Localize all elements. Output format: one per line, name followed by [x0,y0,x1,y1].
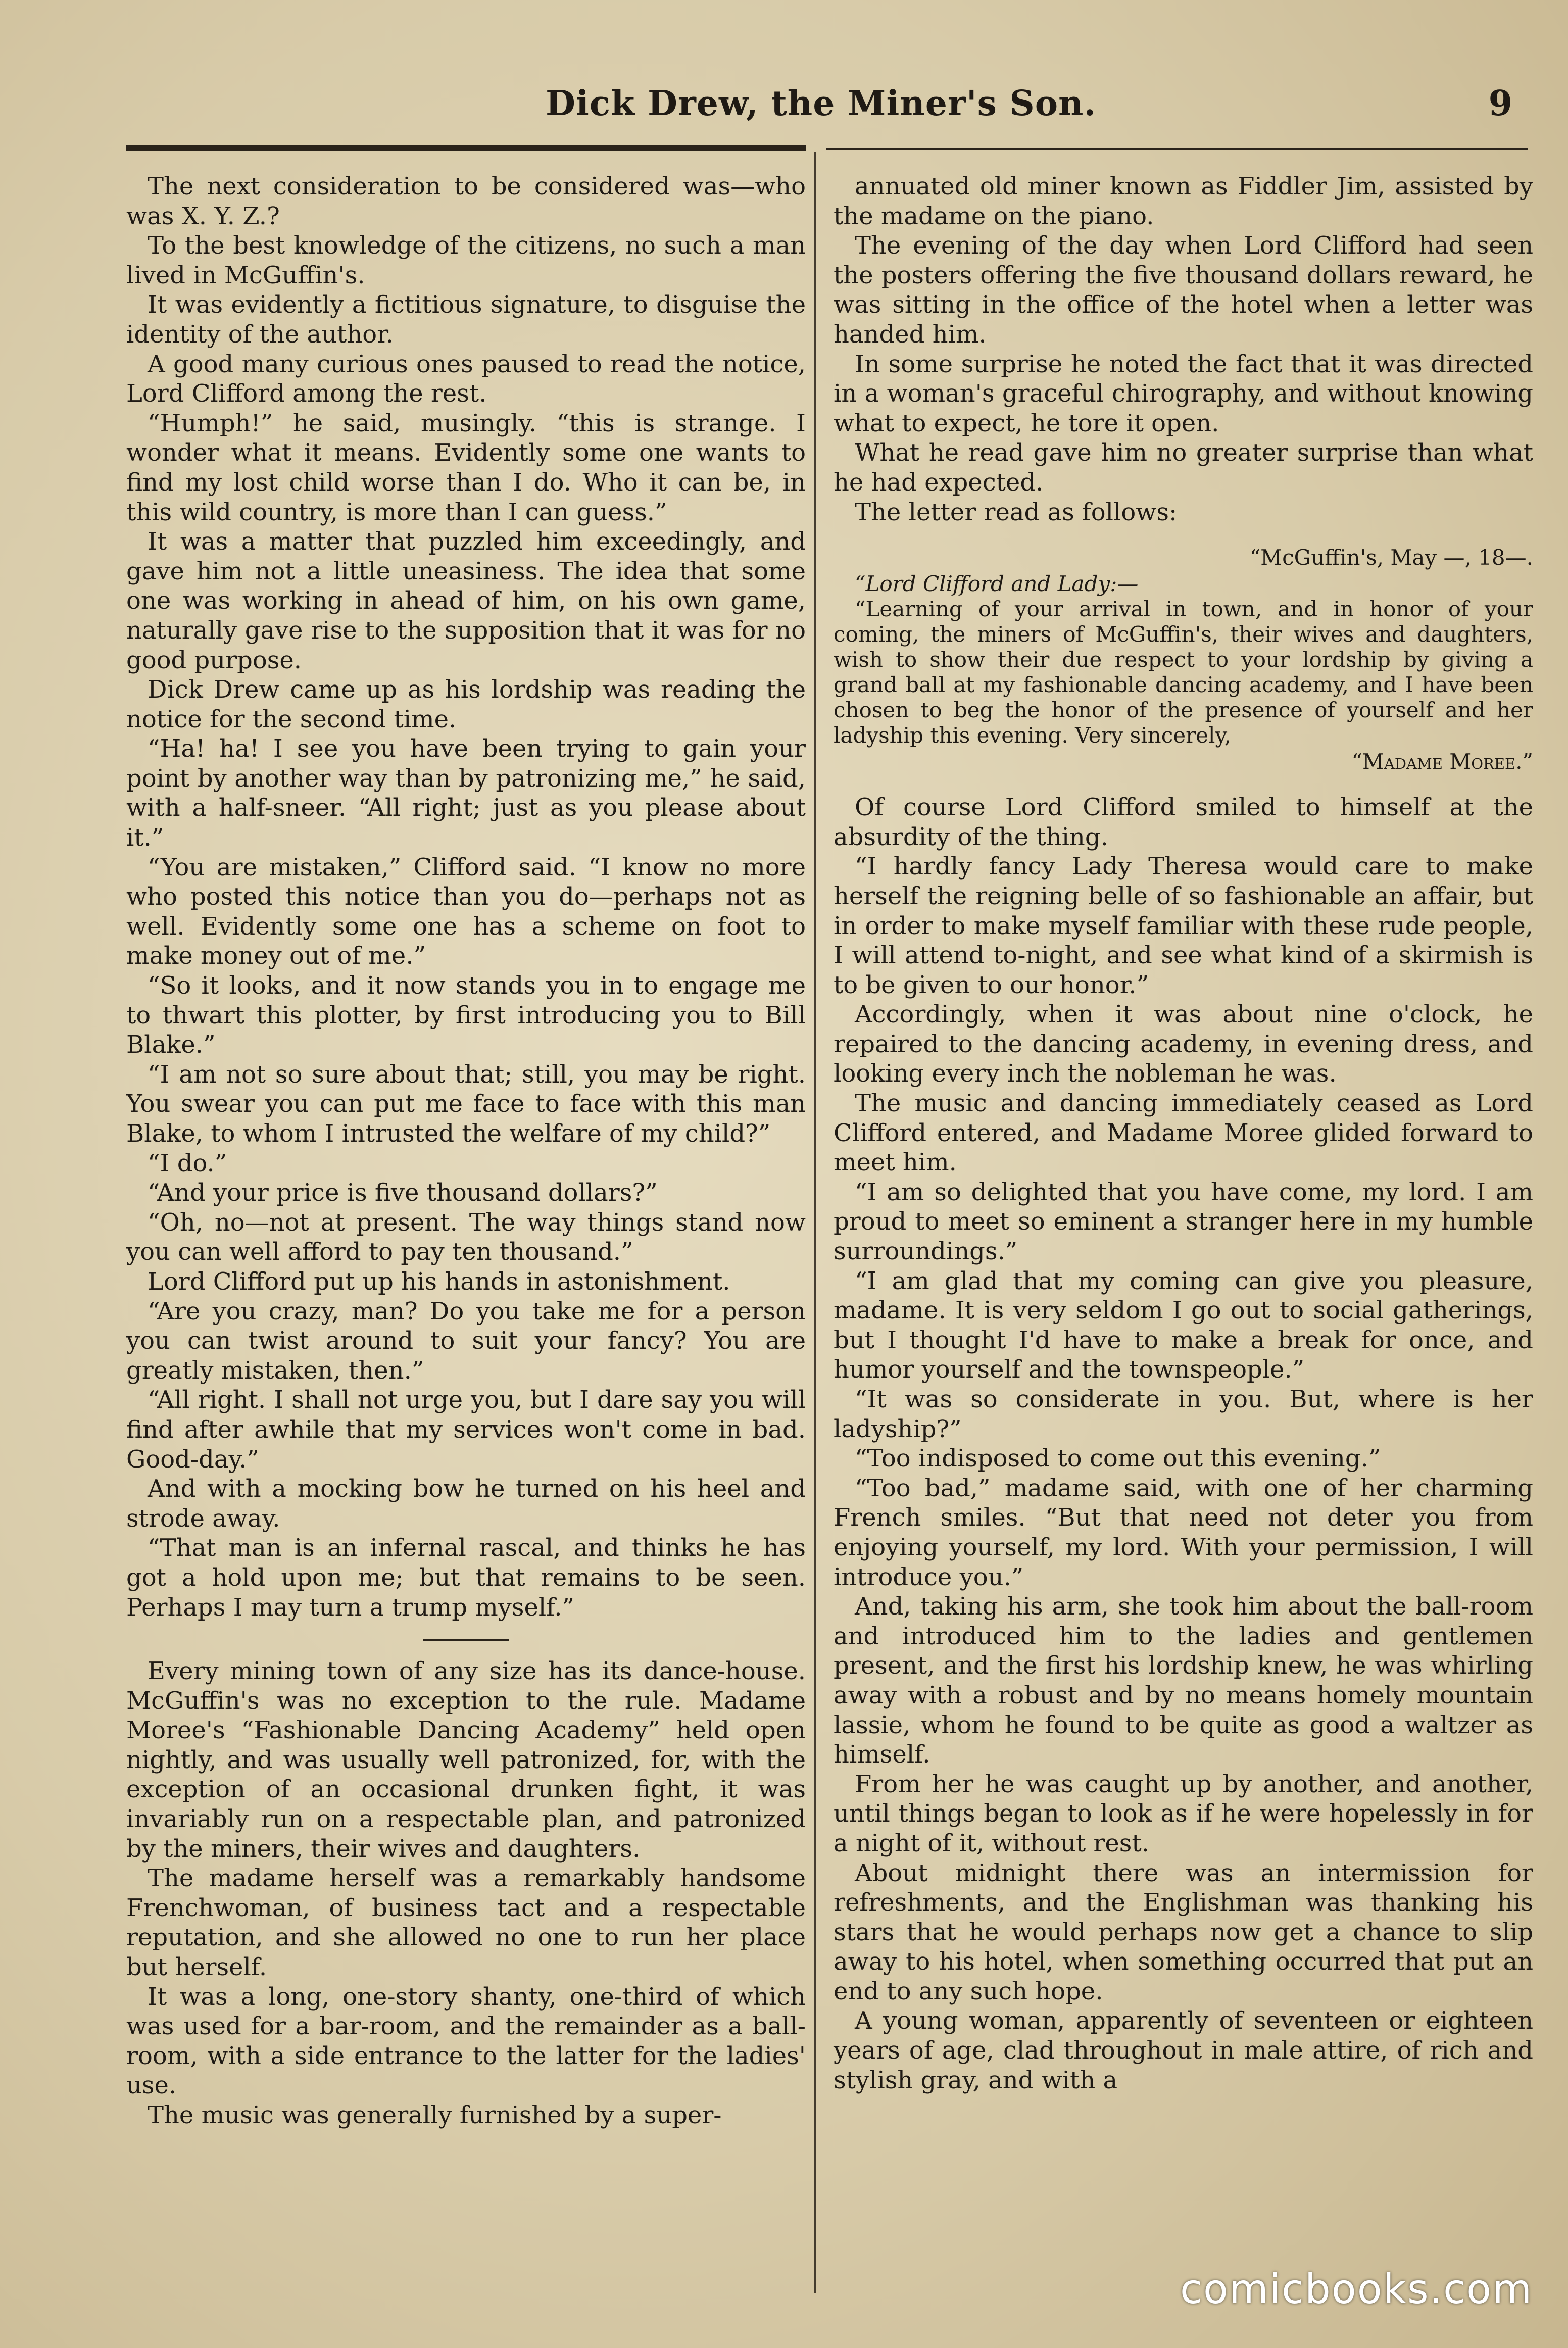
paragraph: Accordingly, when it was about nine o'clock, he repaired to the dancing academy, in evening dress, and looking every inch the nobleman he was. [834,1000,1533,1088]
watermark: comicbooks.com [1180,2266,1533,2313]
paragraph: It was a long, one-story shanty, one-third of which was used for a bar-room, and the remainder as a ball-room, with a side entrance to the latter for the ladies' use. [126,1982,806,2100]
paragraph: annuated old miner known as Fiddler Jim, assisted by the madame on the piano. [834,172,1533,230]
paragraph: From her he was caught up by another, and another, until things began to look as if he were hopelessly in for a night of it, without rest. [834,1770,1533,1857]
paragraph: The music and dancing immediately ceased as Lord Clifford entered, and Madame Moree glided forward to meet him. [834,1089,1533,1177]
left-column-text [126,172,806,1622]
paragraph: Lord Clifford put up his hands in astonishment. [148,1267,730,1296]
paragraph: “Oh, no—not at present. The way things stand now you can well afford to pay ten thousand.” [126,1208,806,1266]
paragraph: “Too bad,” madame said, with one of her charming French smiles. “But that need not deter you from enjoying yourself, my lord. With your permission, I will introduce you.” [834,1474,1533,1591]
paragraph: “Ha! ha! I see you have been trying to gain your point by another way than by patronizing me,” he said, with a half-sneer. “All right; just as you please about it.” [126,735,806,852]
paragraph: About midnight there was an intermission for refreshments, and the Englishman was thanking his stars that he would perhaps now get a chance to slip away to his hotel, when something occurred that put an end to any such hope. [834,1858,1533,2005]
section-break-rule [423,1639,509,1641]
paragraph: “I do.” [148,1149,227,1178]
letter-salutation: “Lord Clifford and Lady:— [855,571,1139,597]
paragraph: A young woman, apparently of seventeen or eighteen years of age, clad throughout in male attire, of rich and stylish gray, and with a [834,2007,1533,2094]
paragraph: The music was generally furnished by a super- [148,2101,722,2129]
left-column-text-continued [126,1656,806,2130]
paragraph: “And your price is five thousand dollars?” [148,1179,658,1207]
paragraph: To the best knowledge of the citizens, no such a man lived in McGuffin's. [126,231,806,289]
paragraph: Dick Drew came up as his lordship was reading the notice for the second time. [126,675,806,733]
page-number: 9 [1488,83,1512,124]
paragraph: A good many curious ones paused to read the notice, Lord Clifford among the rest. [126,350,806,408]
right-column [834,172,1533,2095]
paragraph: What he read gave him no greater surprise than what he had expected. [834,438,1533,497]
paragraph: Of course Lord Clifford smiled to himself at the absurdity of the thing. [834,793,1533,851]
paragraph: “I am glad that my coming can give you pleasure, madame. It is very seldom I go out to social gatherings, but I thought I'd have to make a break for once, and humor yourself and the townspeople.” [834,1266,1533,1384]
right-column-text-continued [834,793,1533,2095]
paragraph: “I am so delighted that you have come, my lord. I am proud to meet so eminent a stranger here in my humble surroundings.” [834,1178,1533,1266]
letter-dateline: “McGuffin's, May —, 18—. [1249,545,1533,570]
paragraph: “You are mistaken,” Clifford said. “I know no more who posted this notice than you do—perhaps not as well. Evidently some one has a scheme on foot to make money out of me.” [126,853,806,970]
header-rule-right [826,148,1528,150]
paragraph: “I am not so sure about that; still, you may be right. You swear you can put me face to face with this man Blake, to whom I intrusted the welfare of my child?” [126,1060,806,1148]
paragraph: “All right. I shall not urge you, but I dare say you will find after awhile that my services won't come in bad. Good-day.” [126,1386,806,1474]
paragraph: Every mining town of any size has its dance-house. McGuffin's was no exception to the rule. Madame Moree's “Fashionable Dancing Academy” held open nightly, and was usually well patronized, for, with the exception of an occasional drunken fight, it was invariably run on a respectable plan, and patronized by the miners, their wives and daughters. [126,1657,806,1863]
paragraph: The letter read as follows: [855,498,1178,526]
left-column [126,172,806,2130]
running-header [116,83,1533,139]
paragraph: “Are you crazy, man? Do you take me for a person you can twist around to suit your fancy? You are greatly mistaken, then.” [126,1297,806,1385]
paragraph: “That man is an infernal rascal, and thinks he has got a hold upon me; but that remains to be seen. Perhaps I may turn a trump myself.” [126,1534,806,1622]
paragraph: The evening of the day when Lord Clifford had seen the posters offering the five thousand dollars reward, he was sitting in the office of the hotel when a letter was handed him. [834,231,1533,349]
header-rule-left [126,145,806,151]
paragraph: “Too indisposed to come out this evening.” [855,1444,1381,1473]
paragraph: And with a mocking bow he turned on his heel and strode away. [126,1475,806,1533]
paragraph: The madame herself was a remarkably handsome Frenchwoman, of business tact and a respectable reputation, and she allowed no one to run her place but herself. [126,1864,806,1982]
paragraph: “It was so considerate in you. But, where is her ladyship?” [834,1385,1533,1443]
letter-body: “Learning of your arrival in town, and in honor of your coming, the miners of McGuffin's, their wives and daughters, wish to show their due respect to your lordship by giving a grand ball at my fashionable dancing academy, and I have been chosen to beg the honor of the presence of yourself and her ladyship this evening. Very sincerely, [834,597,1533,748]
paragraph: It was a matter that puzzled him exceedingly, and gave him not a little uneasiness. The idea that some one was working in ahead of him, on his own game, naturally gave rise to the supposition that it was for no good purpose. [126,527,806,674]
letter-signature: “Madame Moree.” [1351,749,1533,774]
column-divider [814,152,816,2293]
page-title: Dick Drew, the Miner's Son. [546,83,1097,124]
paragraph: “I hardly fancy Lady Theresa would care to make herself the reigning belle of so fashionable an affair, but in order to make myself familiar with these rude people, I will attend to-night, and see what kind of a skirmish is to be given to our honor.” [834,852,1533,999]
right-column-text [834,172,1533,527]
paragraph: “Humph!” he said, musingly. “this is strange. I wonder what it means. Evidently some one wants to find my lost child worse than I do. Who it can be, in this wild country, is more than I can guess.” [126,409,806,526]
paragraph: In some surprise he noted the fact that it was directed in a woman's graceful chirography, and without knowing what to expect, he tore it open. [834,350,1533,437]
paragraph: The next consideration to be considered was—who was X. Y. Z.? [126,172,806,230]
paragraph: “So it looks, and it now stands you in to engage me to thwart this plotter, by first introducing you to Bill Blake.” [126,971,806,1059]
paragraph: It was evidently a fictitious signature, to disguise the identity of the author. [126,290,806,349]
paragraph: And, taking his arm, she took him about the ball-room and introduced him to the ladies and gentlemen present, and the first his lordship knew, he was whirling away with a robust and by no means homely mountain lassie, whom he found to be quite as good a waltzer as himself. [834,1592,1533,1769]
